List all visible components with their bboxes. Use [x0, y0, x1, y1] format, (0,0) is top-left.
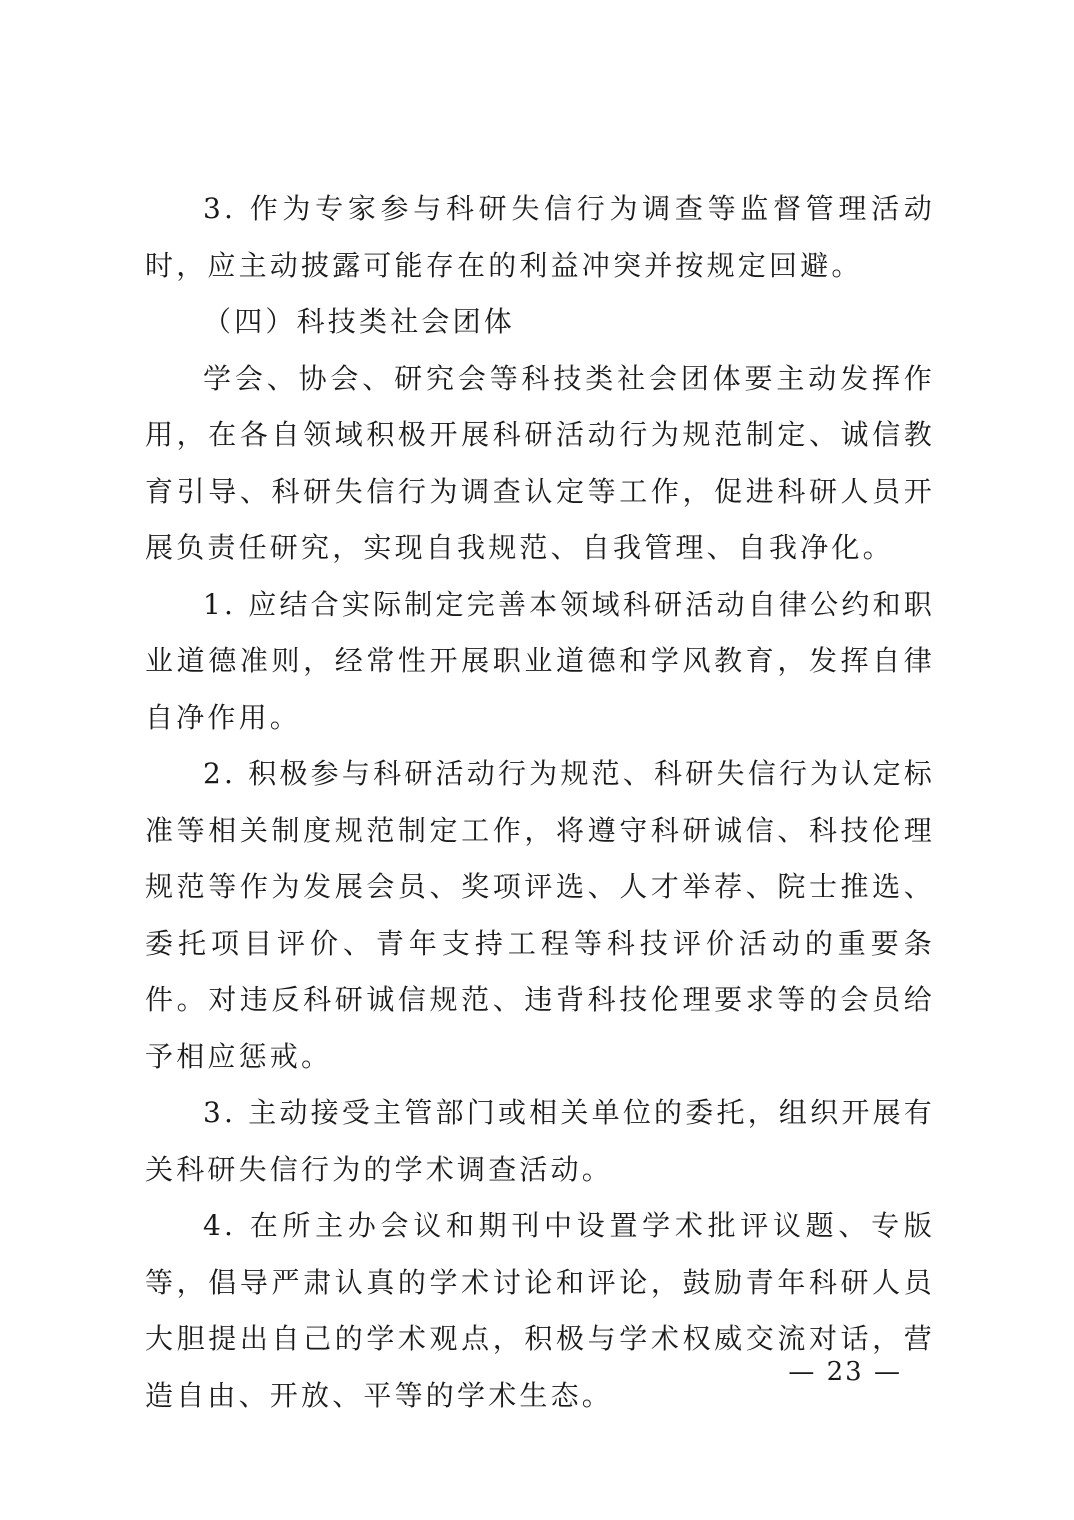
paragraph-item-2-standards: 2. 积极参与科研活动行为规范、科研失信行为认定标准等相关制度规范制定工作，将遵守科研诚信、科技伦理规范等作为发展会员、奖项评选、人才举荐、院士推选、委托项目评价、青年支持工程等科技评价活动的重要条件。对违反科研诚信规范、违背科技伦理要求等的会员给予相应惩戒。 — [145, 757, 935, 1073]
paragraph-item-3-investigation: 3. 主动接受主管部门或相关单位的委托，组织开展有关科研失信行为的学术调查活动。 — [145, 1096, 935, 1186]
paragraph-item-3-avoidance: 3. 作为专家参与科研失信行为调查等监督管理活动时，应主动披露可能存在的利益冲突并按规定回避。 — [145, 192, 935, 282]
paragraph-item-4-academic-criticism: 4. 在所主办会议和期刊中设置学术批评议题、专版等，倡导严肃认真的学术讨论和评论，鼓励青年科研人员大胆提出自己的学术观点，积极与学术权威交流对话，营造自由、开放、平等的学术生态。 — [145, 1209, 935, 1412]
page-number: — 23 — — [788, 1357, 902, 1387]
paragraph-societies-intro: 学会、协会、研究会等科技类社会团体要主动发挥作用，在各自领域积极开展科研活动行为规范制定、诚信教育引导、科研失信行为调查认定等工作，促进科研人员开展负责任研究，实现自我规范、自我管理、自我净化。 — [145, 361, 935, 564]
body-text — [145, 181, 935, 1424]
section-heading-tech-societies: （四）科技类社会团体 — [203, 305, 516, 338]
paragraph-item-1-self-discipline: 1. 应结合实际制定完善本领域科研活动自律公约和职业道德准则，经常性开展职业道德和学风教育，发挥自律自净作用。 — [145, 587, 935, 734]
